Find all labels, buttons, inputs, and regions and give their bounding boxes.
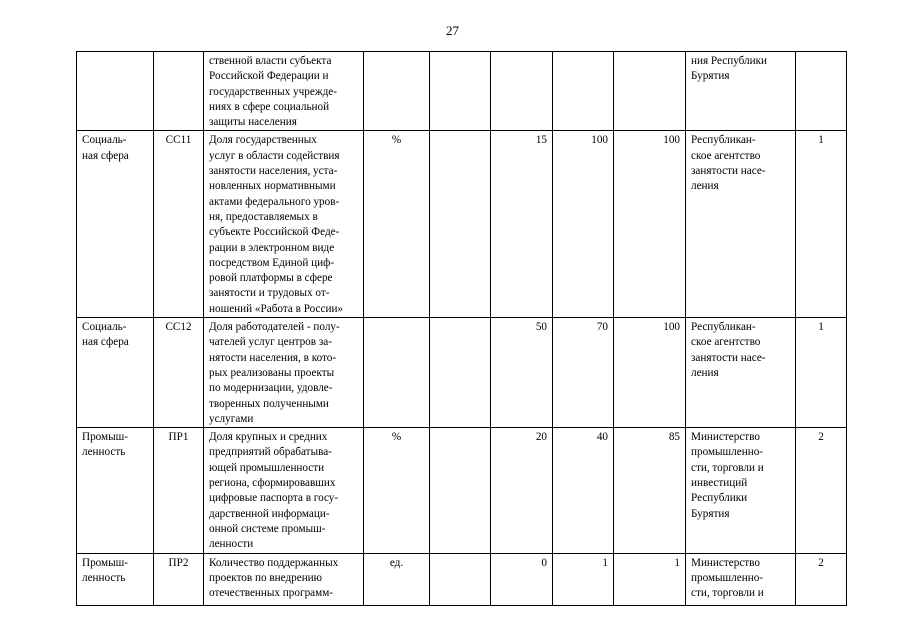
indicator-cell-line: занятости и трудовых от- xyxy=(209,287,330,300)
sphere-cell xyxy=(77,553,154,605)
indicator-cell-line: рых реализованы проекты xyxy=(209,366,335,379)
responsible-cell-line: сти, торговли и xyxy=(691,461,764,474)
responsible-cell-line: Бурятия xyxy=(691,70,730,83)
unit-cell: % xyxy=(364,428,430,553)
responsible-cell-line: сти, торговли и xyxy=(691,587,764,600)
indicator-cell-line: услугами xyxy=(209,412,254,425)
sphere-cell xyxy=(77,131,154,318)
indicator-cell xyxy=(204,52,364,131)
sphere-cell xyxy=(77,318,154,428)
indicator-cell-line: Количество поддержанных xyxy=(209,556,339,569)
indicator-cell-line: предприятий обрабатыва- xyxy=(209,446,332,459)
code-cell: СС11 xyxy=(154,131,204,318)
table-row xyxy=(77,318,847,428)
indicator-cell-line: нятости населения, в кото- xyxy=(209,351,337,364)
unit-cell: ед. xyxy=(364,553,430,605)
indicator-cell-line: ственной власти субъекта xyxy=(209,55,332,67)
indicator-cell-line: региона, сформировавших xyxy=(209,477,336,490)
responsible-cell-line: ления xyxy=(691,366,719,379)
table-row xyxy=(77,131,847,318)
indicator-cell xyxy=(204,131,364,318)
indicator-cell-line: новленных нормативными xyxy=(209,180,336,193)
sphere-cell-line: ная сфера xyxy=(82,149,129,162)
priority-cell: 1 xyxy=(796,318,847,428)
indicator-cell-line: творенных полученными xyxy=(209,397,329,410)
responsible-cell xyxy=(686,318,796,428)
responsible-cell-line: промышленно- xyxy=(691,446,764,459)
responsible-cell-line: ния Республики xyxy=(691,55,768,67)
value-1-cell: 50 xyxy=(491,318,553,428)
responsible-cell-line: Бурятия xyxy=(691,507,730,520)
priority-cell xyxy=(796,52,847,131)
value-3-cell: 100 xyxy=(614,131,686,318)
indicator-cell-line: услуг в области содействия xyxy=(209,149,340,162)
indicator-cell-line: проектов по внедрению xyxy=(209,571,323,584)
indicator-cell-line: государственных учрежде- xyxy=(209,85,337,98)
indicator-cell-line: посредством Единой циф- xyxy=(209,256,335,269)
indicator-cell-line: ленности xyxy=(209,538,254,551)
indicator-cell-line: рации в электронном виде xyxy=(209,241,335,254)
value-1-cell: 15 xyxy=(491,131,553,318)
indicator-cell-line: Доля государственных xyxy=(209,134,317,147)
indicator-cell-line: отечественных программ- xyxy=(209,587,334,600)
responsible-cell xyxy=(686,52,796,131)
unit-cell xyxy=(364,52,430,131)
value-1-cell: 0 xyxy=(491,553,553,605)
responsible-cell-line: занятости насе- xyxy=(691,165,766,178)
value-2-cell xyxy=(553,52,614,131)
base-value-cell xyxy=(430,428,491,553)
sphere-cell-line: Социаль- xyxy=(82,134,127,147)
table-row xyxy=(77,428,847,553)
indicator-cell-line: по модернизации, удовле- xyxy=(209,382,333,395)
indicator-cell-line: Российской Федерации и xyxy=(209,70,329,83)
priority-cell: 1 xyxy=(796,131,847,318)
responsible-cell-line: Республикан- xyxy=(691,134,756,147)
indicator-cell-line: ня, предоставляемых в xyxy=(209,210,318,223)
indicator-cell-line: занятости населения, уста- xyxy=(209,165,338,178)
responsible-cell xyxy=(686,131,796,318)
indicator-cell-line: чателей услуг центров за- xyxy=(209,336,332,349)
responsible-cell-line: Министерство xyxy=(691,556,760,569)
value-2-cell: 70 xyxy=(553,318,614,428)
indicator-cell xyxy=(204,428,364,553)
responsible-cell-line: Республики xyxy=(691,492,748,505)
sphere-cell-line: Промыш- xyxy=(82,556,128,569)
indicator-cell-line: актами федерального уров- xyxy=(209,195,340,208)
indicator-cell xyxy=(204,318,364,428)
sphere-cell-line: ленность xyxy=(82,571,126,584)
code-cell xyxy=(154,52,204,131)
page-number: 27 xyxy=(446,23,459,38)
value-3-cell: 85 xyxy=(614,428,686,553)
responsible-cell xyxy=(686,553,796,605)
sphere-cell xyxy=(77,428,154,553)
indicator-cell-line: ющей промышленности xyxy=(209,461,325,474)
sphere-cell xyxy=(77,52,154,131)
value-3-cell xyxy=(614,52,686,131)
base-value-cell xyxy=(430,52,491,131)
value-3-cell: 100 xyxy=(614,318,686,428)
responsible-cell-line: ское агентство xyxy=(691,336,761,349)
base-value-cell xyxy=(430,131,491,318)
indicator-cell-line: защиты населения xyxy=(209,116,297,129)
value-1-cell xyxy=(491,52,553,131)
responsible-cell-line: занятости насе- xyxy=(691,351,766,364)
responsible-cell-line: инвестиций xyxy=(691,477,748,490)
code-cell: ПР2 xyxy=(154,553,204,605)
unit-cell: % xyxy=(364,131,430,318)
base-value-cell xyxy=(430,318,491,428)
sphere-cell-line: Промыш- xyxy=(82,431,128,444)
indicator-cell-line: Доля работодателей - полу- xyxy=(209,321,340,334)
sphere-cell-line: ленность xyxy=(82,446,126,459)
code-cell: СС12 xyxy=(154,318,204,428)
indicator-cell-line: цифровые паспорта в госу- xyxy=(209,492,339,505)
responsible-cell-line: промышленно- xyxy=(691,571,764,584)
table-row xyxy=(77,52,847,131)
responsible-cell xyxy=(686,428,796,553)
indicator-cell-line: ношений «Работа в России» xyxy=(209,302,344,315)
indicator-cell-line: субъекте Российской Феде- xyxy=(209,226,340,239)
sphere-cell-line: Социаль- xyxy=(82,321,127,334)
value-2-cell: 100 xyxy=(553,131,614,318)
priority-cell: 2 xyxy=(796,428,847,553)
value-2-cell: 1 xyxy=(553,553,614,605)
responsible-cell-line: Министерство xyxy=(691,431,760,444)
unit-cell xyxy=(364,318,430,428)
table-row xyxy=(77,553,847,605)
indicator-cell-line: Доля крупных и средних xyxy=(209,431,328,444)
value-1-cell: 20 xyxy=(491,428,553,553)
indicator-cell-line: ниях в сфере социальной xyxy=(209,100,330,113)
priority-cell: 2 xyxy=(796,553,847,605)
indicator-cell-line: онной системе промыш- xyxy=(209,522,326,535)
value-3-cell: 1 xyxy=(614,553,686,605)
indicators-table xyxy=(76,51,847,606)
responsible-cell-line: ления xyxy=(691,180,719,193)
indicator-cell-line: дарственной информаци- xyxy=(209,507,330,520)
sphere-cell-line: ная сфера xyxy=(82,336,129,349)
base-value-cell xyxy=(430,553,491,605)
responsible-cell-line: ское агентство xyxy=(691,149,761,162)
value-2-cell: 40 xyxy=(553,428,614,553)
indicator-cell-line: ровой платформы в сфере xyxy=(209,272,333,285)
responsible-cell-line: Республикан- xyxy=(691,321,756,334)
indicator-cell xyxy=(204,553,364,605)
code-cell: ПР1 xyxy=(154,428,204,553)
